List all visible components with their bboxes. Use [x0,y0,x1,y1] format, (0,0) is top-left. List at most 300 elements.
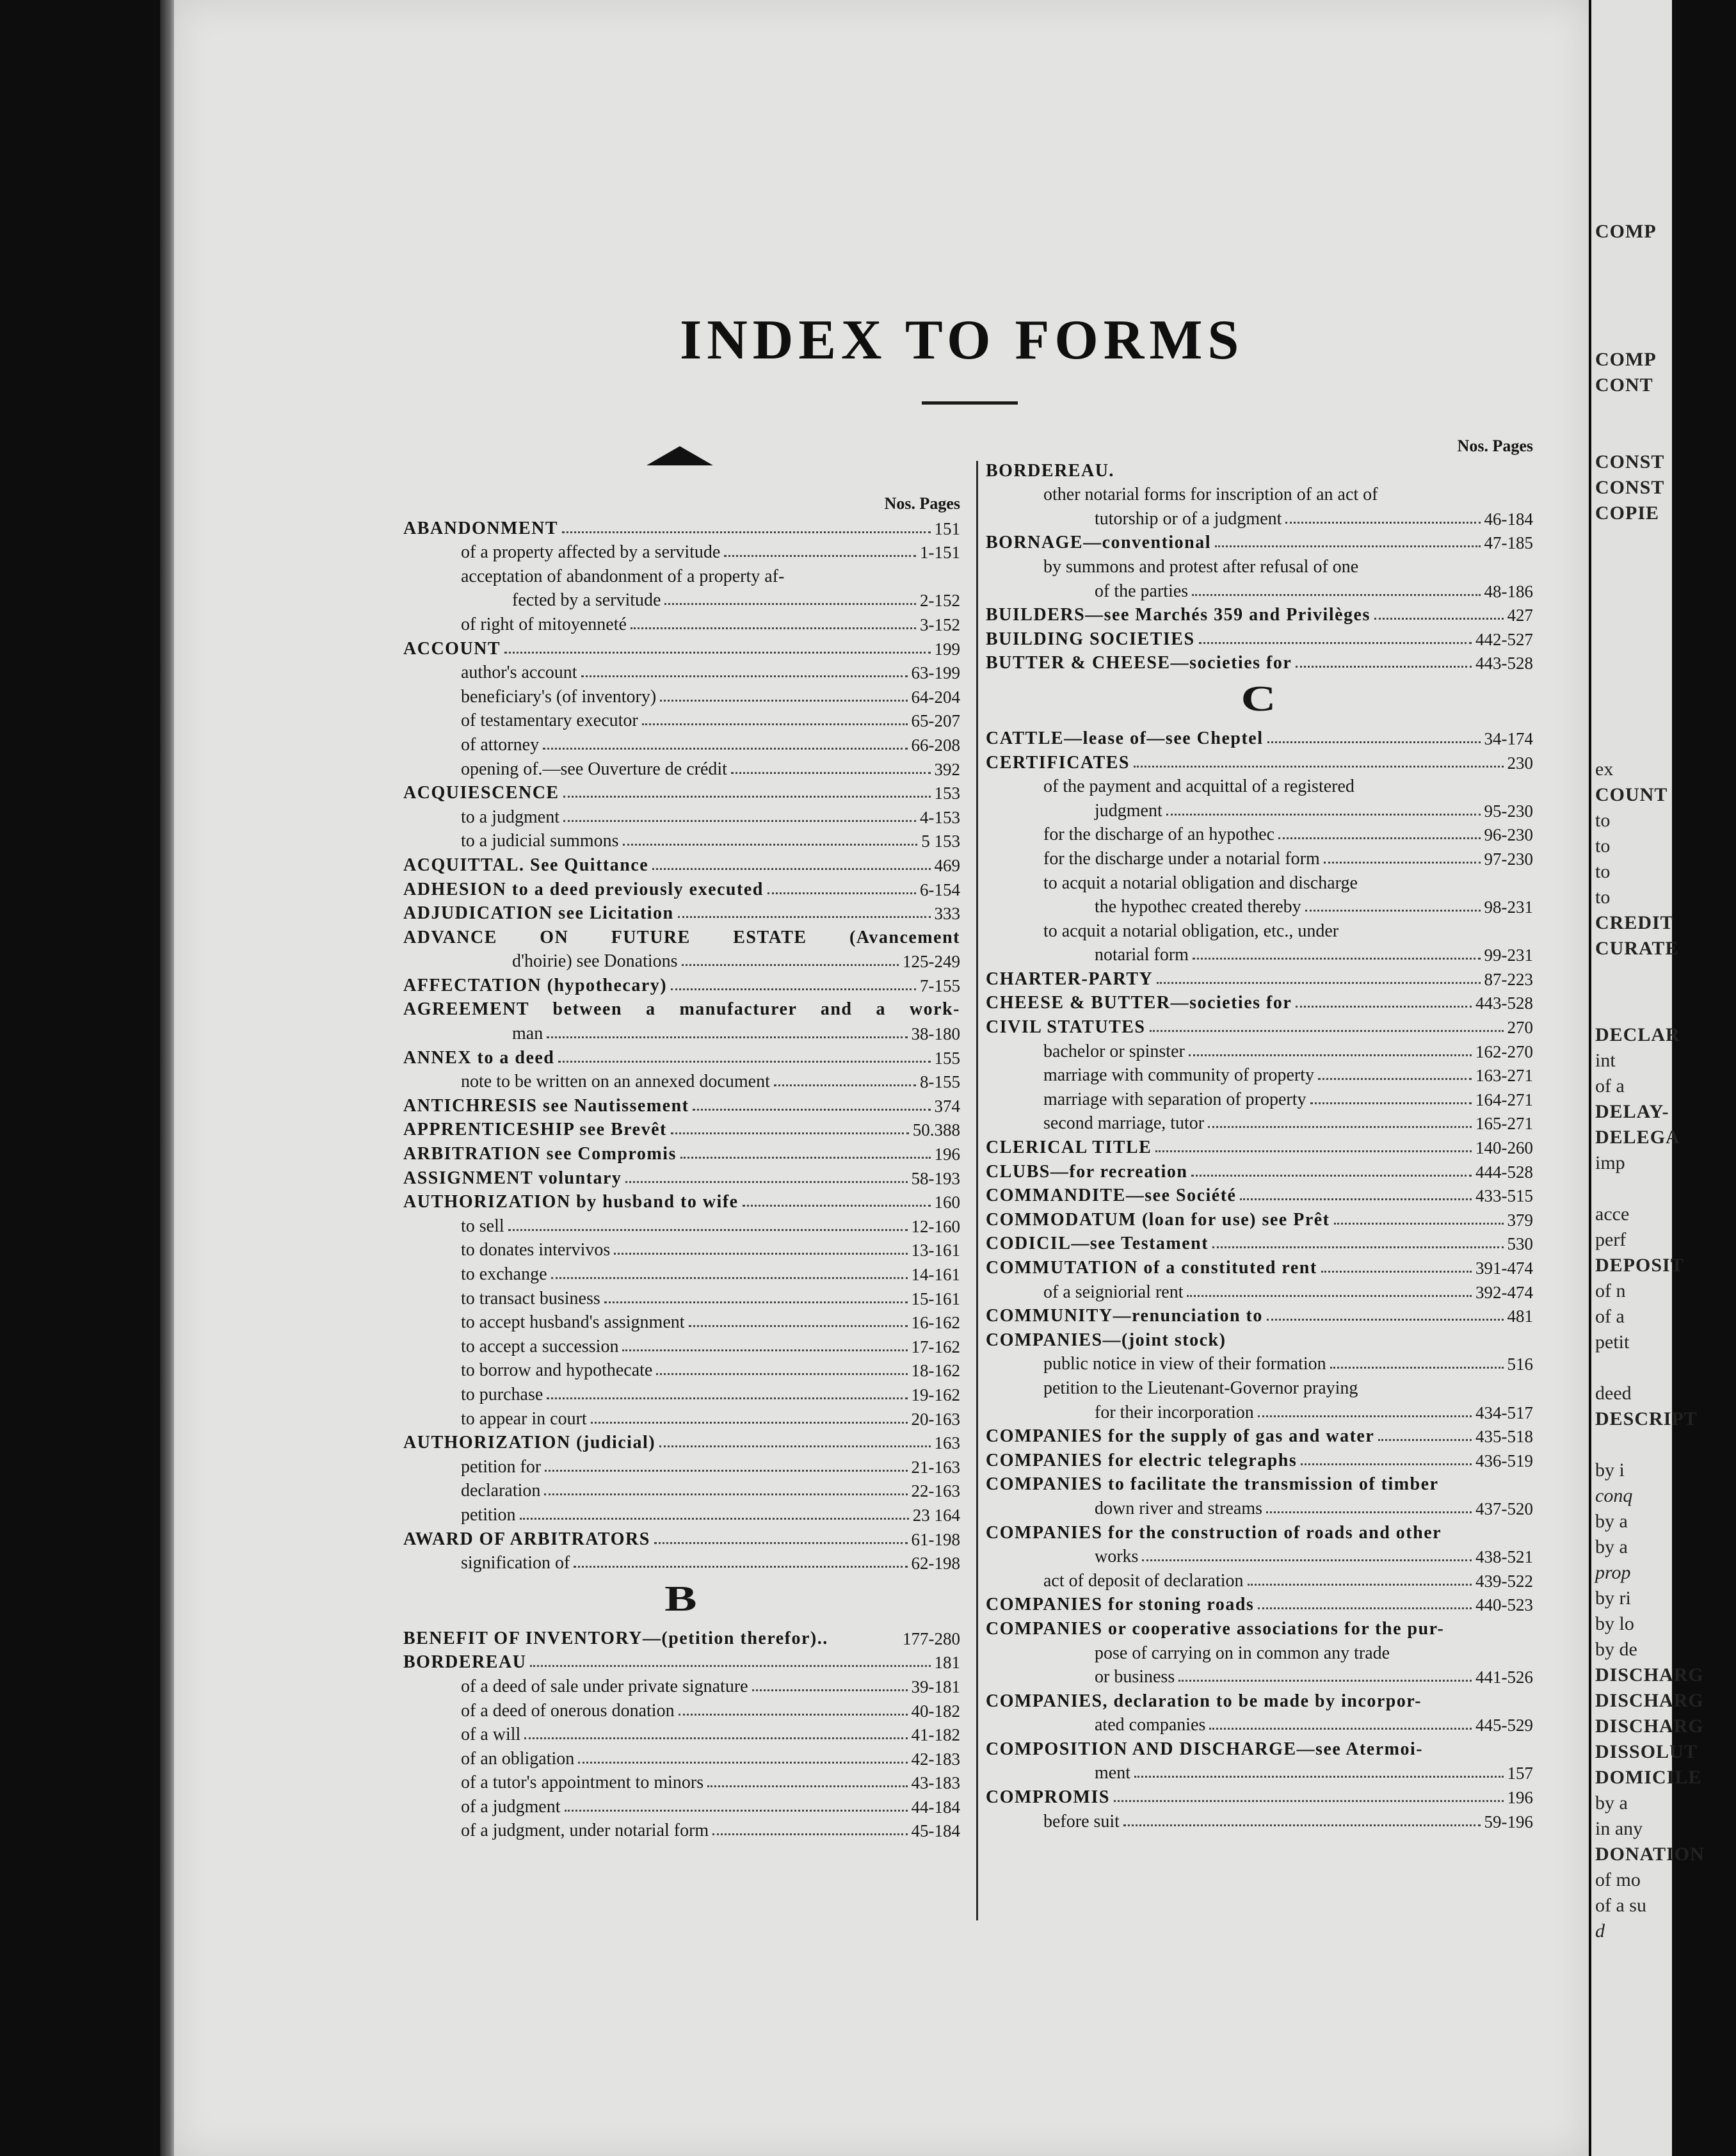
dot-leader [558,1061,930,1063]
dot-leader [671,988,916,990]
entry-text: CIVIL STATUTES [986,1017,1146,1038]
entry-text: COMMANDITE—see Société [986,1186,1237,1206]
index-subentry [403,1477,960,1502]
right-column [986,435,1533,1832]
dot-leader [581,675,908,677]
entry-text: man [512,1024,543,1044]
entry-numbers: 46-184 [1484,509,1533,529]
index-entry [986,1615,1533,1639]
entry-text: ADJUDICATION see Licitation [403,903,674,924]
dot-leader [1123,1824,1481,1826]
dot-leader [623,844,918,846]
dot-leader [530,1665,930,1667]
entry-text: ADHESION to a deed previously executed [403,879,764,899]
entry-text: other notarial forms for inscription of an act of [1043,485,1378,505]
index-subentry [403,1309,960,1333]
dot-leader [652,868,930,870]
index-entry [986,1735,1533,1760]
index-subentry [986,869,1533,894]
entry-text: to accept husband's assignment [461,1312,685,1333]
entry-text: signification of [461,1553,570,1573]
index-subentry [986,894,1533,918]
adjacent-page-text: perf [1595,1229,1627,1250]
index-entry [403,876,960,900]
entry-numbers: 4-153 [920,807,960,827]
entry-text: for the discharge of an hypothec [1043,825,1275,845]
dot-leader [682,964,899,966]
entry-text: COMPANIES for the supply of gas and water [986,1426,1375,1447]
dot-leader [544,1493,907,1495]
index-subentry [986,1760,1533,1784]
index-entry [986,529,1533,554]
entry-text: of a property affected by a servitude [461,542,721,563]
entry-text: AFFECTATION (hypothecary) [403,975,668,995]
entry-text: AUTHORIZATION by husband to wife [403,1192,739,1212]
dot-leader [1193,958,1481,960]
entry-numbers: 39-181 [911,1677,960,1696]
dot-leader [707,1785,907,1787]
dot-leader [1374,618,1504,620]
entry-text: BUILDERS—see Marchés 359 and Privilèges [986,605,1370,625]
index-entry [986,1230,1533,1255]
entry-text: to accept a succession [461,1336,619,1356]
dot-leader [1134,1776,1504,1778]
entry-numbers: 1-151 [920,543,960,563]
entry-text: to appear in court [461,1408,587,1429]
adjacent-page-text: CONST [1595,477,1665,498]
entry-text: to exchange [461,1264,547,1284]
entry-numbers: 8-155 [920,1072,960,1092]
dot-leader [679,1714,908,1716]
entry-numbers: 44-184 [911,1797,960,1817]
entry-numbers: 18-162 [911,1361,960,1381]
index-entry [986,1471,1533,1495]
index-subentry [403,1745,960,1769]
dot-leader [768,892,916,894]
index-entry [986,1182,1533,1207]
entry-text: CHEESE & BUTTER—societies for [986,993,1292,1013]
entry-text: of a tutor's appointment to minors [461,1773,704,1793]
entry-text: to donates intervivos [461,1240,611,1260]
dot-leader [1321,1271,1472,1273]
index-subentry [986,1374,1533,1399]
index-subentry [403,1212,960,1237]
dot-leader [625,1181,907,1183]
dot-leader [1208,1126,1472,1128]
dot-leader [504,652,930,654]
entry-numbers: 95-230 [1484,801,1533,821]
entry-text: d'hoirie) see Donations [512,951,678,972]
index-entry [986,1158,1533,1182]
column-header: Nos. Pages [884,494,960,513]
entry-text: BORNAGE—conventional [986,533,1212,553]
entry-text: COMPANIES for the construction of roads and other [986,1522,1442,1543]
entry-numbers: 20-163 [911,1409,960,1429]
index-entry [403,780,960,804]
index-entry [403,851,960,876]
index-subentry [403,611,960,635]
entry-numbers: 12-160 [911,1216,960,1236]
entry-numbers: 43-183 [911,1773,960,1793]
entry-text: ment [1095,1763,1130,1783]
entry-text: tutorship or of a judgment [1095,508,1282,529]
entry-text: to acquit a notarial obligation, etc., under [1043,921,1339,941]
dot-leader [543,748,907,750]
index-subentry [403,1817,960,1842]
index-subentry [403,1333,960,1357]
entry-numbers: 47-185 [1484,533,1533,553]
section-heading-b [403,1573,960,1625]
entry-text: COMPANIES to facilitate the transmission of timber [986,1474,1439,1495]
index-entry [403,1525,960,1550]
adjacent-page-text: DEPOSIT [1595,1255,1684,1276]
entry-numbers: 97-230 [1484,849,1533,869]
dot-leader [1189,1054,1472,1056]
entry-text: COMPANIES or cooperative associations for the pur- [986,1618,1445,1639]
entry-numbers: 481 [1507,1307,1533,1326]
entry-numbers: 61-198 [911,1529,960,1549]
entry-numbers: 434-517 [1475,1403,1533,1422]
entry-numbers: 442-527 [1475,629,1533,649]
index-subentry [403,948,960,972]
entry-numbers: 87-223 [1484,969,1533,989]
dot-leader [656,1373,907,1375]
entry-text: for their incorporation [1095,1402,1254,1422]
entry-text: works [1095,1547,1139,1567]
index-entry [403,1189,960,1213]
dot-leader [671,1132,909,1134]
adjacent-page-text: in any [1595,1818,1643,1839]
entry-numbers: 5 153 [921,832,960,851]
index-entry [986,625,1533,650]
dot-leader [1191,1175,1472,1177]
adjacent-page-text: to [1595,887,1611,908]
entry-numbers: 151 [934,519,960,538]
dot-leader [547,1036,907,1038]
entry-text: or business [1095,1667,1175,1687]
entry-text: COMPANIES—(joint stock) [986,1330,1226,1350]
index-entry [986,1206,1533,1230]
index-entry [986,725,1533,749]
entry-numbers: 379 [1507,1210,1533,1230]
entry-text: second marriage, tutor [1043,1113,1205,1134]
dot-leader [1324,862,1481,864]
entry-numbers: 163-271 [1475,1066,1533,1086]
dot-leader [678,916,931,918]
entry-numbers: 164-271 [1475,1090,1533,1109]
adjacent-page-text: of n [1595,1280,1626,1301]
index-entry [403,996,960,1020]
entry-text: ated companies [1095,1715,1206,1735]
index-entry [986,1423,1533,1447]
entry-numbers: 62-198 [911,1554,960,1573]
index-subentry [986,505,1533,529]
adjacent-page-text: d [1595,1920,1605,1942]
dot-leader [508,1229,908,1231]
entry-text: acceptation of abandonment of a property af- [461,566,785,586]
entry-text: petition for [461,1456,542,1477]
entry-numbers: 270 [1507,1018,1533,1038]
dot-leader [604,1301,908,1303]
dot-leader [1178,1680,1472,1682]
index-entry [986,1326,1533,1351]
index-subentry [986,821,1533,846]
entry-numbers: 177-280 [903,1629,960,1648]
entry-text: of a judgment [461,1796,561,1817]
entry-text: to a judicial summons [461,831,619,851]
entry-numbers: 443-528 [1475,994,1533,1013]
entry-text: to borrow and hypothecate [461,1360,653,1381]
entry-text: COMMUNITY—renunciation to [986,1306,1263,1326]
index-subentry [986,577,1533,602]
entry-numbers: 17-162 [911,1337,960,1356]
index-entry [403,1625,960,1649]
entry-numbers: 440-523 [1475,1595,1533,1615]
adjacent-page-text: of a [1595,1306,1625,1327]
dot-leader [1166,814,1481,816]
dot-leader [660,700,907,702]
index-subentry [986,1086,1533,1110]
entry-text: AGREEMENT between a manufacturer and a work- [403,999,960,1020]
dot-leader [622,1349,907,1351]
entry-text: of testamentary executor [461,711,638,731]
title-rule [922,401,1018,405]
dot-leader [1240,1198,1472,1200]
index-subentry [403,659,960,684]
page-title: INDEX TO FORMS [680,309,1244,371]
entry-text: to a judgment [461,807,559,827]
entry-numbers: 392 [934,759,960,779]
entry-text: BUTTER & CHEESE—societies for [986,653,1292,673]
entry-numbers: 59-196 [1484,1812,1533,1831]
entry-text: APPRENTICESHIP see Brevêt [403,1120,667,1140]
entry-text: the hypothec created thereby [1095,897,1301,917]
entry-text: CODICIL—see Testament [986,1234,1209,1254]
dot-leader [631,627,916,629]
entry-text: AUTHORIZATION (judicial) [403,1433,656,1453]
adjacent-page-text: by i [1595,1460,1625,1481]
index-entry [986,1303,1533,1327]
entry-numbers: 15-161 [911,1289,960,1308]
entry-text: ABANDONMENT [403,518,559,538]
dot-leader [1215,545,1480,547]
entry-numbers: 3-152 [920,615,960,634]
section-a-ornament [403,442,960,470]
dot-leader [1199,642,1472,644]
column-divider [976,461,978,1920]
dot-leader [1296,666,1472,668]
index-subentry [986,1110,1533,1134]
index-subentry [403,828,960,852]
entry-text: to acquit a notarial obligation and discharge [1043,873,1358,893]
entry-numbers: 165-271 [1475,1114,1533,1134]
entry-text: to transact business [461,1288,600,1308]
entry-text: marriage with separation of property [1043,1089,1306,1109]
adjacent-page-text: of a [1595,1075,1625,1097]
adjacent-page-text: to [1595,810,1611,831]
adjacent-page-text: ex [1595,759,1614,780]
index-subentry [986,773,1533,798]
entry-numbers: 45-184 [911,1821,960,1841]
entry-numbers: 96-230 [1484,825,1533,845]
entry-numbers: 443-528 [1475,654,1533,673]
entry-numbers: 153 [934,784,960,803]
entry-text: marriage with community of property [1043,1065,1314,1086]
adjacent-page-text: DELAY- [1595,1101,1669,1122]
dot-leader [1258,1415,1472,1417]
dot-leader [547,1397,907,1399]
adjacent-page-text: DOMICILE [1595,1767,1702,1788]
index-entry [986,1254,1533,1278]
left-column [403,493,960,1841]
adjacent-page-text: DISCHARG [1595,1664,1704,1685]
dot-leader [563,820,916,822]
entry-text: of a judgment, under notarial form [461,1821,709,1841]
index-subentry [403,1769,960,1794]
dot-leader [1267,1319,1504,1321]
entry-text: ASSIGNMENT voluntary [403,1168,622,1188]
entry-text: COMPANIES, declaration to be made by incorpor- [986,1691,1422,1711]
entry-numbers: 374 [934,1096,960,1116]
index-subentry [986,481,1533,506]
adjacent-page-text: COMP [1595,221,1657,242]
index-subentry [986,1062,1533,1086]
adjacent-page-text: by lo [1595,1613,1634,1634]
adjacent-page-text: DISCHARG [1595,1690,1704,1711]
entry-numbers: 21-163 [911,1457,960,1477]
entry-numbers: 48-186 [1484,581,1533,601]
entry-numbers: 58-193 [911,1168,960,1188]
entry-numbers: 196 [1507,1788,1533,1808]
dot-leader [1266,1511,1472,1513]
entry-numbers: 64-204 [911,687,960,707]
entry-text: declaration [461,1481,541,1501]
entry-text: CLERICAL TITLE [986,1138,1152,1158]
entry-text: bachelor or spinster [1043,1041,1185,1061]
index-subentry [403,803,960,828]
index-entry [403,515,960,539]
index-subentry [403,755,960,780]
dot-leader [591,1422,908,1424]
adjacent-page-text: conq [1595,1485,1633,1506]
index-entry [403,635,960,659]
entry-numbers: 14-161 [911,1265,960,1284]
entry-text: down river and streams [1095,1498,1263,1518]
section-heading-c [986,673,1533,725]
index-subentry [403,1793,960,1817]
index-subentry [986,553,1533,577]
entry-numbers: 181 [934,1653,960,1673]
entry-numbers: 516 [1507,1355,1533,1374]
dot-leader [1192,594,1480,596]
adjacent-page-text: COUNT [1595,784,1668,805]
entry-numbers: 66-208 [911,735,960,755]
dot-leader [689,1325,908,1327]
entry-text: BORDEREAU [403,1652,527,1673]
index-entry [403,1140,960,1164]
entry-numbers: 22-163 [911,1481,960,1501]
entry-numbers: 445-529 [1475,1716,1533,1735]
entry-text: of an obligation [461,1748,575,1769]
dot-leader [1114,1800,1504,1802]
index-entry [403,972,960,996]
index-subentry [403,707,960,732]
index-subentry [403,1550,960,1574]
dot-leader [731,772,931,774]
index-subentry [403,1357,960,1381]
entry-numbers: 160 [934,1193,960,1212]
entry-text: of right of mitoyenneté [461,614,627,634]
entry-numbers: 196 [934,1145,960,1164]
index-entry [986,457,1533,481]
index-subentry [986,1567,1533,1591]
entry-text: AWARD OF ARBITRATORS [403,1529,650,1549]
entry-numbers: 63-199 [911,663,960,683]
adjacent-page-text: to [1595,861,1611,882]
entry-text: ANNEX to a deed [403,1047,555,1068]
adjacent-page-text: by de [1595,1639,1637,1660]
entry-text: by summons and protest after refusal of one [1043,556,1359,577]
index-entry [986,1519,1533,1543]
entry-numbers: 444-528 [1475,1162,1533,1182]
index-entry [403,900,960,924]
entry-numbers: 38-180 [911,1024,960,1044]
index-subentry [986,1639,1533,1664]
index-subentry [403,731,960,755]
entry-text: before suit [1043,1811,1120,1831]
section-letter: B [664,1579,699,1620]
dot-leader [1258,1607,1472,1609]
entry-numbers: 42-183 [911,1749,960,1769]
dot-leader [520,1518,909,1520]
index-subentry [986,1351,1533,1375]
entry-text: BUILDING SOCIETIES [986,629,1195,649]
entry-text: COMPROMIS [986,1787,1110,1808]
entry-numbers: 199 [934,639,960,659]
index-subentry [986,845,1533,869]
entry-numbers: 433-515 [1475,1186,1533,1206]
entry-text: to purchase [461,1384,543,1404]
entry-text: ARBITRATION see Compromis [403,1144,677,1164]
index-subentry [986,1038,1533,1062]
entry-numbers: 439-522 [1475,1571,1533,1591]
dot-leader [614,1253,907,1255]
entry-numbers: 41-182 [911,1725,960,1745]
index-subentry [403,1237,960,1261]
entry-numbers: 163 [934,1433,960,1453]
dot-leader [752,1689,908,1691]
entry-text: note to be written on an annexed document [461,1072,770,1092]
entry-numbers: 157 [1507,1764,1533,1783]
adjacent-page-text: DISCHARG [1595,1716,1704,1737]
index-subentry [403,1673,960,1697]
adjacent-page-text: imp [1595,1152,1625,1173]
entry-numbers: 437-520 [1475,1499,1533,1518]
entry-text: BENEFIT OF INVENTORY—(petition therefor).. [403,1628,828,1648]
entry-numbers: 162-270 [1475,1042,1533,1061]
entry-text: CERTIFICATES [986,752,1130,773]
index-entry [403,1116,960,1141]
index-entry [403,1044,960,1068]
index-subentry [986,797,1533,821]
entry-text: to sell [461,1216,504,1236]
entry-text: BORDEREAU. [986,460,1114,481]
dot-leader [1301,1463,1472,1465]
index-subentry [986,1399,1533,1423]
entry-text: petition [461,1504,516,1525]
adjacent-page-text: of mo [1595,1869,1641,1890]
index-subentry [986,1808,1533,1832]
